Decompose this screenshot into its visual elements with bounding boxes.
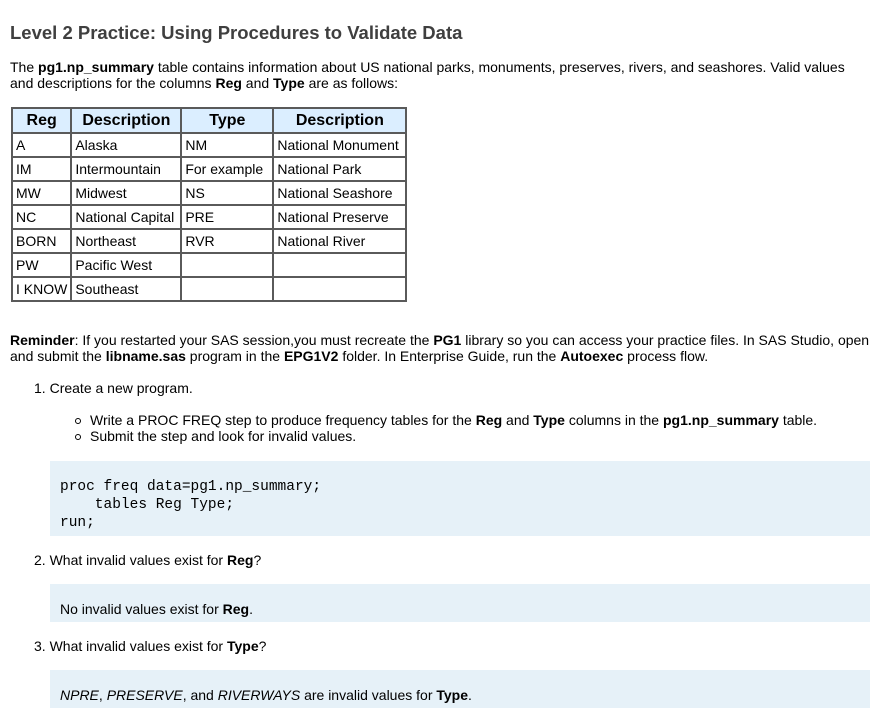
step-text: ? [258,638,267,654]
answer-3-box [50,670,870,708]
list-item [72,412,817,428]
cell-reg: I KNOW [12,277,71,301]
step-text: What invalid values exist for [49,552,227,568]
table-row [12,229,406,253]
step-text: ? [253,552,262,568]
cell-type-description: National Park [273,157,406,181]
cell-reg-description: National Capital [71,205,181,229]
cell-type: PRE [181,205,273,229]
answer-2-box [50,584,870,622]
cell-reg: A [12,133,71,157]
bullet-bold: Type [533,412,565,428]
code-block [50,461,870,536]
cell-reg-description: Northeast [71,229,181,253]
table-row [12,133,406,157]
list-item [72,428,817,444]
cell-type: NM [181,133,273,157]
intro-paragraph [10,59,870,91]
cell-type [181,277,273,301]
program-name: libname.sas [105,348,186,364]
cell-reg: PW [12,253,71,277]
bullet-text: columns in the [564,412,663,428]
intro-text: The [10,59,39,75]
step-number: 3. [34,638,46,654]
column-reg: Reg [215,75,242,91]
answer-3-text [50,670,870,703]
intro-text: are as follows: [304,75,399,91]
answer-2-text [50,584,870,617]
step-2 [34,552,261,568]
step-bold: Type [226,638,259,654]
cell-type [181,253,273,277]
cell-reg: BORN [12,229,71,253]
code-text: proc freq data=pg1.np_summary; tables Reg Type; run; [60,479,322,531]
step-bold: Reg [226,552,254,568]
table-row [12,253,406,277]
table-name: pg1.np_summary [38,59,154,75]
table-header-row [12,108,406,133]
step-number: 1. [34,380,46,396]
answer-text: are invalid values for [300,687,437,703]
table-row [12,205,406,229]
header-type: Type [181,108,273,133]
bullet-bold: pg1.np_summary [663,412,779,428]
header-reg-description: Description [71,108,181,133]
header-reg: Reg [12,108,71,133]
answer-text: , and [182,687,218,703]
cell-type: RVR [181,229,273,253]
cell-type-description [273,277,406,301]
answer-italic: PRESERVE [106,687,183,703]
answer-text: . [468,687,472,703]
process-flow-name: Autoexec [560,348,624,364]
table-row [12,181,406,205]
step-text: What invalid values exist for [49,638,227,654]
step-1 [34,380,193,396]
library-name: PG1 [433,332,462,348]
bullet-bold: Reg [475,412,503,428]
cell-reg-description: Southeast [71,277,181,301]
answer-bold: Reg [222,601,250,617]
answer-text: No invalid values exist for [60,601,223,617]
cell-reg-description: Midwest [71,181,181,205]
cell-reg-description: Alaska [71,133,181,157]
bullet-text: Write a PROC FREQ step to produce frequency tables for the [90,412,476,428]
reminder-text: program in the [185,348,284,364]
intro-text: and [241,75,274,91]
cell-type: NS [181,181,273,205]
reminder-text: : If you restarted your SAS session,you must recreate the [74,332,434,348]
reminder-label: Reminder [10,332,75,348]
page-title: Level 2 Practice: Using Procedures to Validate Data [10,22,463,43]
answer-text: . [249,601,253,617]
cell-type: For example [181,157,273,181]
reminder-paragraph [10,332,870,364]
cell-reg-description: Intermountain [71,157,181,181]
bullet-text: table. [778,412,818,428]
table-row [12,157,406,181]
cell-type-description: National Preserve [273,205,406,229]
bullet-text: and [502,412,534,428]
folder-name: EPG1V2 [283,348,339,364]
cell-reg: IM [12,157,71,181]
cell-reg-description: Pacific West [71,253,181,277]
cell-type-description: National Monument [273,133,406,157]
cell-type-description [273,253,406,277]
column-type: Type [273,75,305,91]
cell-reg: MW [12,181,71,205]
intro-text: table contains information about US national parks, monuments, preserves, rivers, and seashores. Valid values and descriptions for the columns [10,59,845,91]
reminder-text: library so you can access your practice files. In SAS Studio, open and submit the [10,332,870,364]
answer-text: , [98,687,107,703]
answer-bold: Type [436,687,469,703]
cell-type-description: National River [273,229,406,253]
table-row [12,277,406,301]
answer-italic: NPRE [60,687,99,703]
cell-type-description: National Seashore [273,181,406,205]
reminder-text: process flow. [623,348,709,364]
step-3 [34,638,266,654]
valid-values-table [11,107,407,302]
cell-reg: NC [12,205,71,229]
step-text: Create a new program. [49,380,193,396]
table-body [12,133,406,301]
bullet-text: Submit the step and look for invalid values. [90,428,357,444]
reminder-text: folder. In Enterprise Guide, run the [338,348,561,364]
step-number: 2. [34,552,46,568]
answer-italic: RIVERWAYS [217,687,301,703]
step-1-bullets [72,412,817,444]
header-type-description: Description [273,108,406,133]
